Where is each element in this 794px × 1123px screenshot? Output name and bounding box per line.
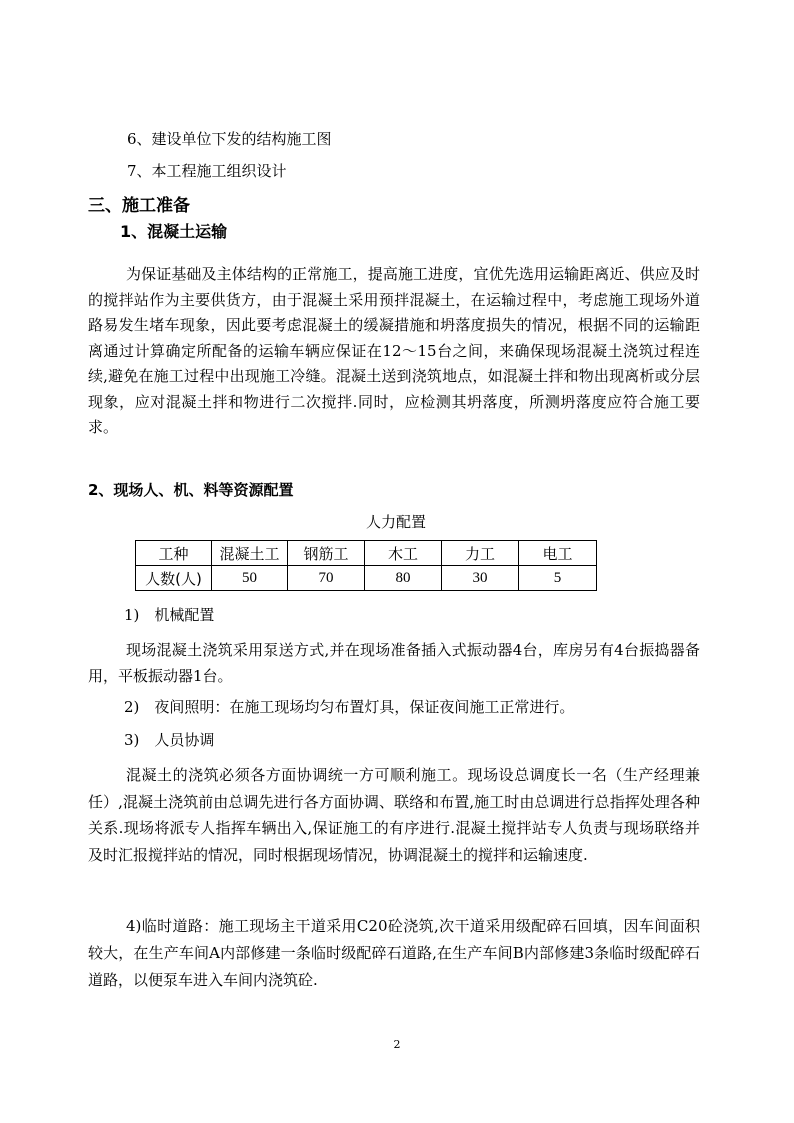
table-caption: 人力配置 — [366, 513, 427, 531]
table-cell: 力工 — [442, 541, 519, 566]
subsection-heading-transport: 1、混凝土运输 — [120, 222, 228, 241]
table-cell: 木工 — [365, 541, 442, 566]
table-cell: 工种 — [136, 541, 212, 566]
page-number: 2 — [393, 1038, 401, 1051]
lighting-item: 2) 夜间照明：在施工现场均匀布置灯具，保证夜间施工正常进行。 — [124, 698, 575, 716]
reference-item-6: 6、建设单位下发的结构施工图 — [127, 130, 332, 148]
roads-paragraph: 4)临时道路：施工现场主干道采用C20砼浇筑,次干道采用级配碎石回填，因车间面积较大，在生产车间A内部修建一条临时级配碎石道路,在生产车间B内部修建3条临时级配碎石道路，以便泵车进入车间内浇筑砼. — [88, 917, 700, 989]
table-row — [136, 566, 597, 591]
table-cell: 80 — [365, 566, 442, 591]
coordination-heading: 3) 人员协调 — [124, 731, 215, 749]
table-cell: 钢筋工 — [288, 541, 365, 566]
machinery-paragraph: 现场混凝土浇筑采用泵送方式,并在现场准备插入式振动器4台，库房另有4台振捣器备用，平板振动器1台。 — [88, 641, 700, 685]
subsection-heading-resources: 2、现场人、机、料等资源配置 — [88, 481, 294, 499]
machinery-heading: 1) 机械配置 — [124, 606, 215, 624]
table-cell: 30 — [442, 566, 519, 591]
table-cell: 70 — [288, 566, 365, 591]
table-cell: 50 — [212, 566, 288, 591]
staffing-table — [135, 540, 597, 591]
table-cell: 5 — [519, 566, 597, 591]
coordination-paragraph: 混凝土的浇筑必须各方面协调统一方可顺利施工。现场设总调度长一名（生产经理兼任）,混凝土浇筑前由总调先进行各方面协调、联络和布置,施工时由总调进行总指挥处理各种关系.现场将派专人指挥车辆出入,保证施工的有序进行.混凝土搅拌站专人负责与现场联络并及时汇报搅拌站的情况，同时根据现场情况，协调混凝土的搅拌和运输速度. — [88, 766, 700, 864]
table-header-row — [136, 541, 597, 566]
table-cell: 人数(人) — [136, 566, 212, 591]
table-cell: 混凝土工 — [212, 541, 288, 566]
section-heading: 三、施工准备 — [88, 196, 190, 216]
table-cell: 电工 — [519, 541, 597, 566]
reference-item-7: 7、本工程施工组织设计 — [127, 162, 287, 180]
transport-paragraph: 为保证基础及主体结构的正常施工，提高施工进度，宜优先选用运输距离近、供应及时的搅拌站作为主要供货方，由于混凝土采用预拌混凝土，在运输过程中，考虑施工现场外道路易发生堵车现象，因此要考虑混凝土的缓凝措施和坍落度损失的情况，根据不同的运输距离通过计算确定所配备的运输车辆应保证在12～15台之间，来确保现场混凝土浇筑过程连续,避免在施工过程中出现施工冷缝。混凝土送到浇筑地点，如混凝土拌和物出现离析或分层现象，应对混凝土拌和物进行二次搅拌.同时，应检测其坍落度，所测坍落度应符合施工要求。 — [88, 265, 700, 436]
